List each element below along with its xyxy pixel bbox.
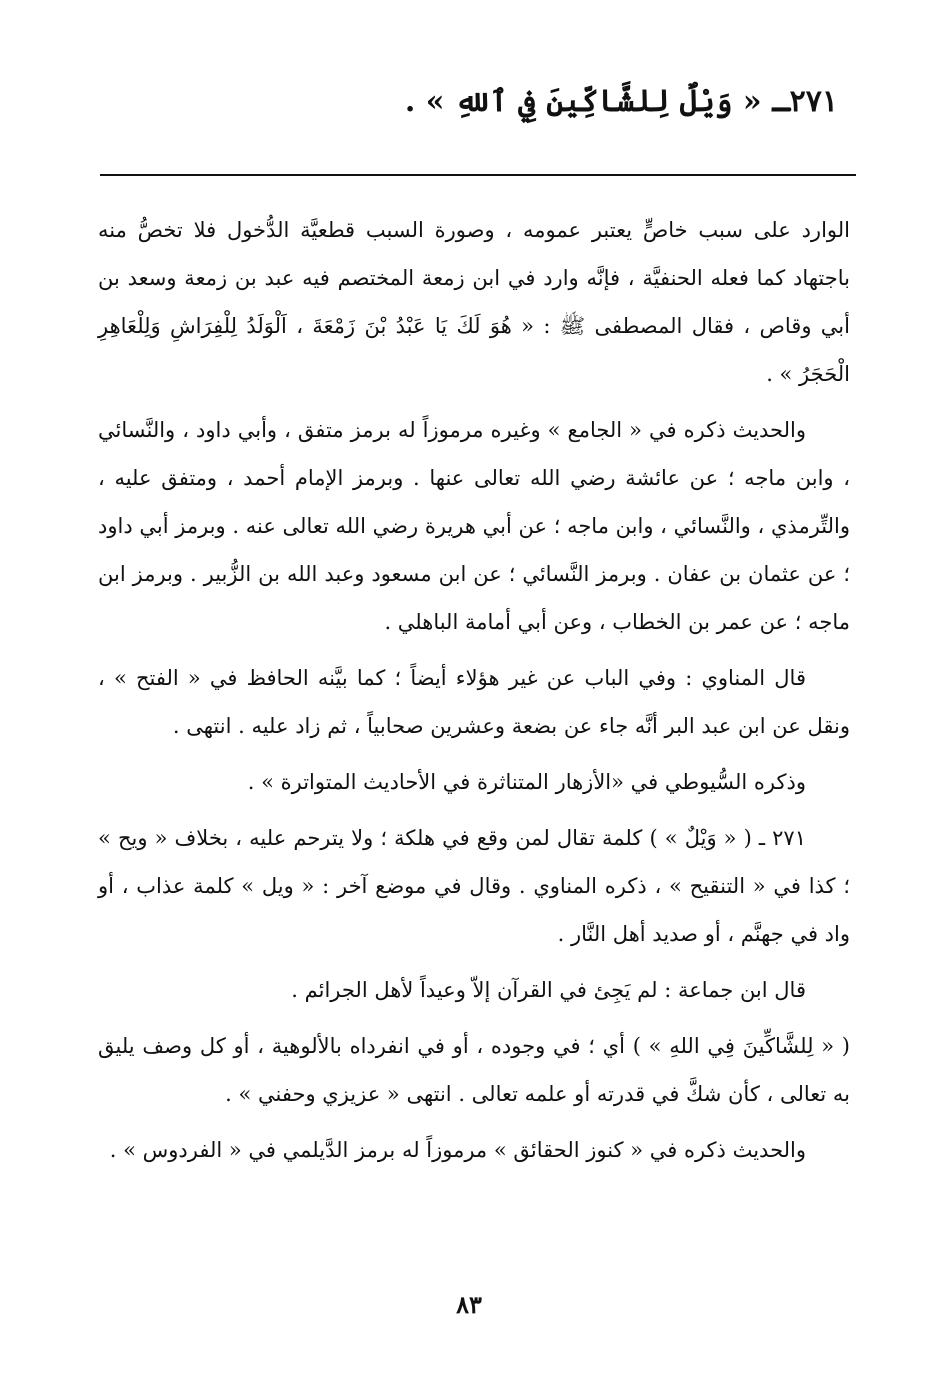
hadith-heading: ٢٧١ـ « وَيْلٌ لِلشَّاكِّينَ فِي ٱللهِ » . bbox=[404, 84, 838, 119]
page-number: ٨٣ bbox=[456, 1290, 482, 1319]
paragraph-4: وذكره السُّيوطي في «الأزهار المتناثرة في الأحاديث المتواترة » . bbox=[247, 770, 806, 794]
paragraph-7: ( « لِلشَّاكِّينَ فِي اللهِ » ) أي ؛ في وجوده ، أو في انفرداه بالألوهية ، أو كل وصف يليق به تعالى ، كأن شكَّ في قدرته أو علمه تعالى . انتهى « عزيزي وحفني » . bbox=[98, 1034, 850, 1106]
paragraph-6: قال ابن جماعة : لم يَجِئ في القرآن إلاّ وعيداً لأهل الجرائم . bbox=[291, 978, 806, 1002]
paragraph-5: ٢٧١ ـ ( « وَيْلٌ » ) كلمة تقال لمن وقع في هلكة ؛ ولا يترحم عليه ، بخلاف « ويح » ؛ كذا في « التنقيح » ، ذكره المناوي . وقال في موضع آخر : « ويل » كلمة عذاب ، أو واد في جهنَّم ، أو صديد أهل النَّار . bbox=[98, 826, 850, 946]
commentary-body bbox=[98, 206, 850, 1182]
paragraph-1: الوارد على سبب خاصٍّ يعتبر عمومه ، وصورة السبب قطعيَّة الدُّخول فلا تخصُّ منه باجتهاد كما فعله الحنفيَّة ، فإنَّه وارد في ابن زمعة المختصم فيه عبد بن زمعة وسعد بن أبي وقاص ، فقال المصطفى ﷺ : « هُوَ لَكَ يَا عَبْدُ بْنَ زَمْعَةَ ، اَلْوَلَدُ لِلْفِرَاشِ وَلِلْعَاهِرِ الْحَجَرُ » . bbox=[98, 218, 850, 386]
paragraph-3: قال المناوي : وفي الباب عن غير هؤلاء أيضاً ؛ كما بيَّنه الحافظ في « الفتح » ، ونقل عن ابن عبد البر أنَّه جاء عن بضعة وعشرين صحابياً ، ثم زاد عليه . انتهى . bbox=[98, 666, 850, 738]
paragraph-2: والحديث ذكره في « الجامع » وغيره مرموزاً له برمز متفق ، وأبي داود ، والنَّسائي ، وابن ماجه ؛ عن عائشة رضي الله تعالى عنها . وبرمز الإمام أحمد ، ومتفق عليه ، والتِّرمذي ، والنَّسائي ، وابن ماجه ؛ عن أبي هريرة رضي الله تعالى عنه . وبرمز أبي داود ؛ عن عثمان بن عفان . وبرمز النَّسائي ؛ عن ابن مسعود وعبد الله بن الزُّبير . وبرمز ابن ماجه ؛ عن عمر بن الخطاب ، وعن أبي أمامة الباهلي . bbox=[98, 418, 850, 634]
separator-rule bbox=[100, 174, 856, 176]
paragraph-8: والحديث ذكره في « كنوز الحقائق » مرموزاً له برمز الدَّيلمي في « الفردوس » . bbox=[109, 1138, 806, 1162]
